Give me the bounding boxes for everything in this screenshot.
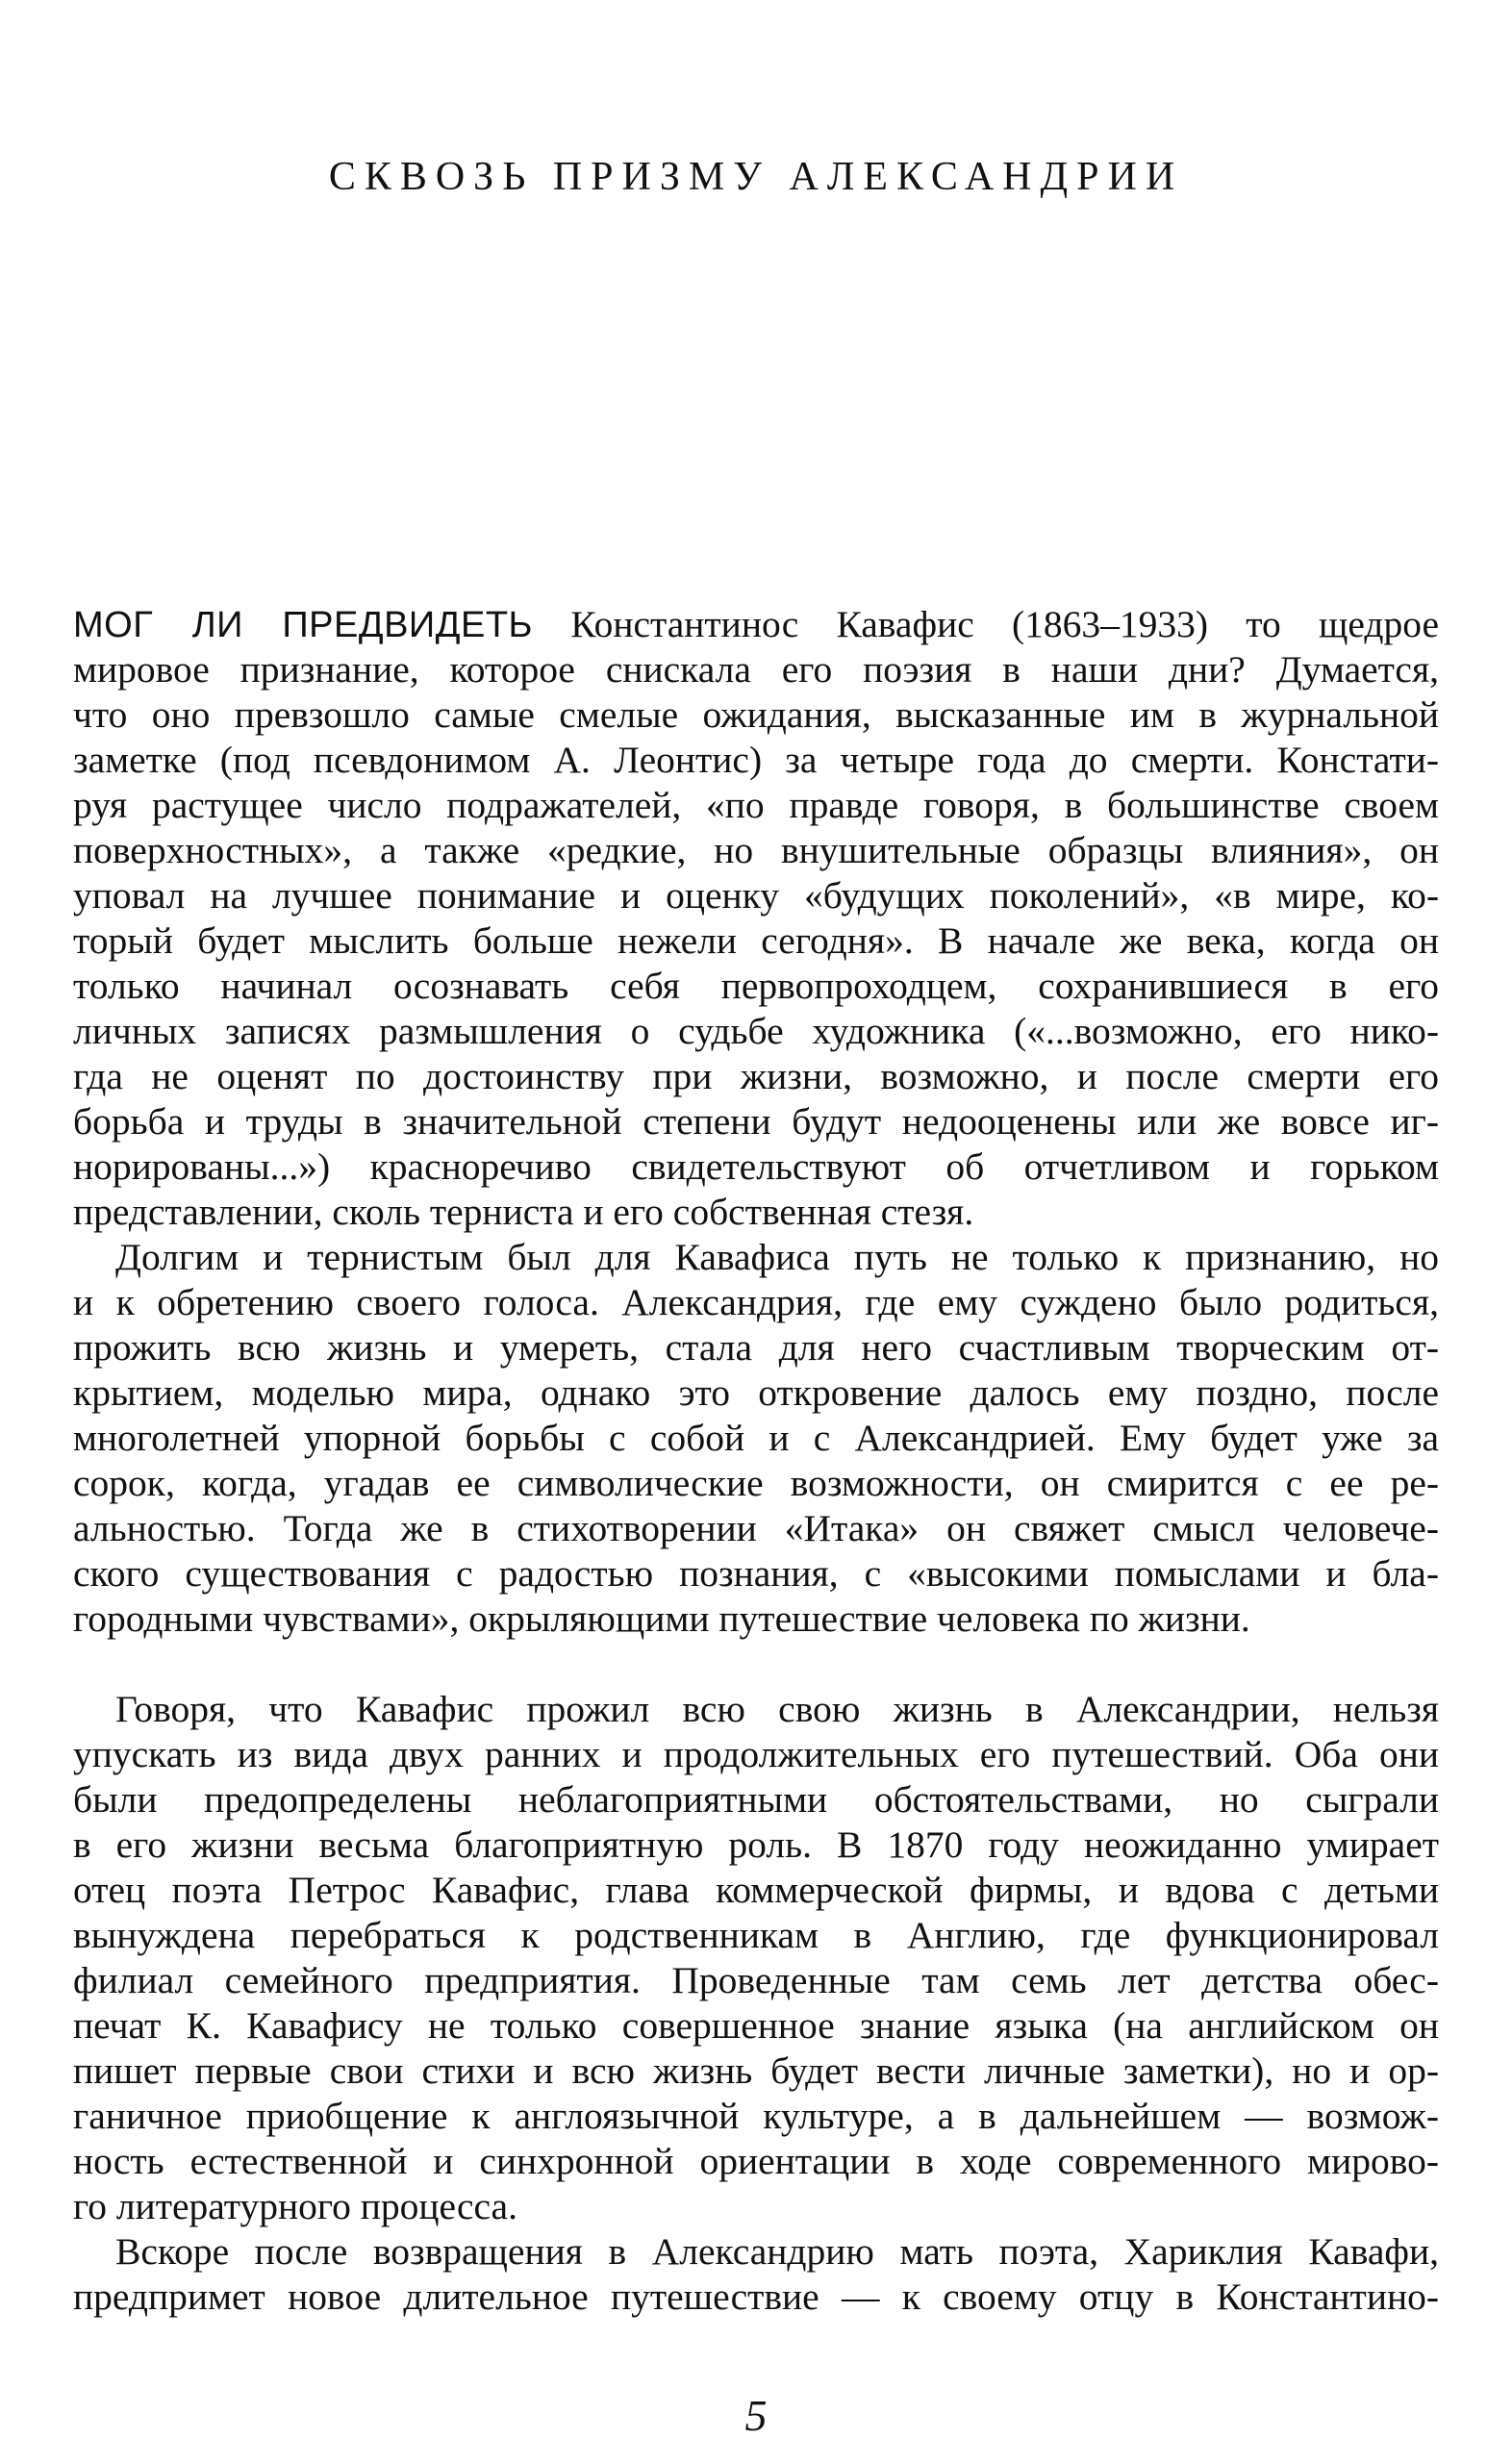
text-line: вынуждена перебраться к родственникам в Англию, где функционировал: [73, 1914, 1439, 1956]
text-line: прожить всю жизнь и умереть, стала для него счастливым творческим от-: [73, 1326, 1439, 1369]
text-line: руя растущее число подражателей, «по правде говоря, в большинстве своем: [73, 784, 1439, 826]
text-line: отец поэта Петрос Кавафис, глава коммерческой фирмы, и вдова с детьми: [73, 1869, 1439, 1911]
text-line: Говоря, что Кавафис прожил всю свою жизнь в Александрии, нельзя: [115, 1688, 1439, 1730]
text-line: и к обретению своего голоса. Александрия, где ему суждено было родиться,: [73, 1281, 1439, 1323]
text-line: поверхностных», а также «редкие, но внушительные образцы влияния», он: [73, 829, 1439, 871]
text-line: представлении, сколь терниста и его собственная стезя.: [73, 1191, 974, 1233]
text-line: личных записях размышления о судьбе художника («...возможно, его нико-: [73, 1010, 1439, 1052]
text-line: гда не оценят по достоинству при жизни, возможно, и после смерти его: [73, 1055, 1439, 1097]
lead-in-caps: МОГ ЛИ ПРЕДВИДЕТЬ: [73, 605, 533, 645]
text-line: борьба и труды в значительной степени будут недооценены или же вовсе иг-: [73, 1100, 1439, 1143]
text-line: сорок, когда, угадав ее символические возможности, он смирится с ее ре-: [73, 1462, 1439, 1504]
text-line: крытием, моделью мира, однако это откровение далось ему поздно, после: [73, 1371, 1439, 1414]
text-line: торый будет мыслить больше нежели сегодня». В начале же века, когда он: [73, 919, 1439, 962]
text-line: упускать из вида двух ранних и продолжительных его путешествий. Оба они: [73, 1733, 1439, 1775]
text-line: предпримет новое длительное путешествие — к своему отцу в Константино-: [73, 2275, 1439, 2318]
running-title: СКВОЗЬ ПРИЗМУ АЛЕКСАНДРИИ: [328, 155, 1184, 199]
paragraph-4: [73, 2229, 1439, 2320]
section-break: [73, 1642, 1439, 1687]
paragraph-1: [73, 602, 1439, 1235]
text-line: что оно превзошло самые смелые ожидания, высказанные им в журнальной: [73, 693, 1439, 736]
text-line: филиал семейного предприятия. Проведенные там семь лет детства обес-: [73, 1959, 1439, 2001]
text-line: Вскоре после возвращения в Александрию мать поэта, Хариклия Кавафи,: [115, 2230, 1439, 2273]
text-line: ность естественной и синхронной ориентации в ходе современного мирово-: [73, 2140, 1439, 2182]
text-line: в его жизни весьма благоприятную роль. В 1870 году неожиданно умирает: [73, 1823, 1439, 1866]
text-line: были предопределены неблагоприятными обстоятельствами, но сыграли: [73, 1778, 1439, 1821]
page-number: 5: [744, 2391, 768, 2440]
text-line: многолетней упорной борьбы с собой и с Александрией. Ему будет уже за: [73, 1417, 1439, 1459]
text-line: Долгим и тернистым был для Кавафиса путь не только к признанию, но: [115, 1236, 1439, 1278]
text-line: городными чувствами», окрыляющими путешествие человека по жизни.: [73, 1597, 1250, 1640]
body-text: [73, 602, 1439, 2320]
text-line: уповал на лучшее понимание и оценку «будущих поколений», «в мире, ко-: [73, 874, 1439, 917]
text-line: альностью. Тогда же в стихотворении «Итака» он свяжет смысл человече-: [73, 1507, 1439, 1549]
text-line: только начинал осознавать себя первопроходцем, сохранившиеся в его: [73, 965, 1439, 1007]
paragraph-3: [73, 1687, 1439, 2229]
text-line: заметке (под псевдонимом А. Леонтис) за четыре года до смерти. Констати-: [73, 739, 1439, 781]
text-line: пишет первые свои стихи и всю жизнь будет вести личные заметки), но и ор-: [73, 2049, 1439, 2092]
text-line: МОГ ЛИ ПРЕДВИДЕТЬ Константинос Кавафис (1863–1933) то щедрое: [73, 603, 1439, 645]
paragraph-2: [73, 1235, 1439, 1642]
text-line: мировое признание, которое снискала его поэзия в наши дни? Думается,: [73, 648, 1439, 691]
text-line: ского существования с радостью познания, с «высокими помыслами и бла-: [73, 1552, 1439, 1595]
text-line: печат К. Кавафису не только совершенное знание языка (на английском он: [73, 2004, 1439, 2047]
text-line: норированы...») красноречиво свидетельствуют об отчетливом и горьком: [73, 1145, 1439, 1188]
text-line: го литературного процесса.: [73, 2185, 517, 2227]
text-line: ганичное приобщение к англоязычной культуре, а в дальнейшем — возмож-: [73, 2095, 1439, 2137]
